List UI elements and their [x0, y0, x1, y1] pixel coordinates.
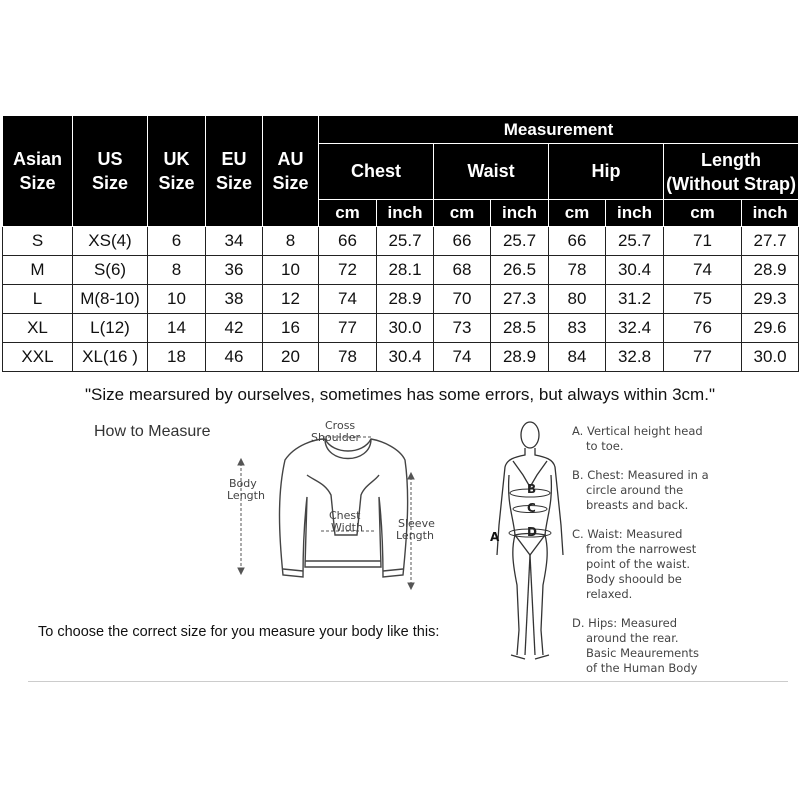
cell-hip-cm: 66	[549, 227, 606, 256]
legend-d: D. Hips: Measured around the rear. Basic Meaurements of the Human Body	[572, 616, 700, 675]
divider	[28, 681, 788, 682]
cell-length-inch: 30.0	[742, 343, 799, 372]
cell-eu: 38	[206, 285, 263, 314]
cell-au: 10	[263, 256, 319, 285]
cell-uk: 6	[148, 227, 206, 256]
cell-uk: 18	[148, 343, 206, 372]
cell-eu: 34	[206, 227, 263, 256]
cell-asian: M	[3, 256, 73, 285]
header-uk-size: UK Size	[148, 116, 206, 227]
cell-chest-cm: 72	[319, 256, 377, 285]
legend-c: C. Waist: Measured from the narrowest point of the waist. Body shoould be relaxed.	[572, 527, 697, 601]
cell-eu: 46	[206, 343, 263, 372]
cross-shoulder-label-1: Cross	[325, 419, 356, 432]
header-au-size: AU Size	[263, 116, 319, 227]
garment-diagram	[225, 415, 450, 600]
cell-hip-cm: 80	[549, 285, 606, 314]
unit-header: cm	[664, 200, 742, 227]
unit-header: cm	[319, 200, 377, 227]
cell-hip-cm: 78	[549, 256, 606, 285]
cell-us: S(6)	[73, 256, 148, 285]
how-to-measure-title: How to Measure	[94, 423, 211, 440]
cell-length-cm: 77	[664, 343, 742, 372]
cell-length-cm: 71	[664, 227, 742, 256]
sleeve-length-label-1: Sleeve	[398, 517, 435, 530]
cell-uk: 10	[148, 285, 206, 314]
header-us-size: US Size	[73, 116, 148, 227]
cell-us: M(8-10)	[73, 285, 148, 314]
cell-waist-inch: 27.3	[491, 285, 549, 314]
cell-waist-cm: 70	[434, 285, 491, 314]
cell-hip-inch: 25.7	[606, 227, 664, 256]
header-asian-size: Asian Size	[3, 116, 73, 227]
header-length: Length (Without Strap)	[664, 144, 799, 200]
cell-waist-inch: 28.9	[491, 343, 549, 372]
size-table	[2, 115, 799, 372]
cell-chest-inch: 25.7	[377, 227, 434, 256]
cell-au: 8	[263, 227, 319, 256]
measurement-disclaimer: "Size mearsured by ourselves, sometimes has some errors, but always within 3cm."	[85, 385, 715, 404]
cell-hip-inch: 32.4	[606, 314, 664, 343]
body-figure	[485, 415, 575, 677]
cell-eu: 42	[206, 314, 263, 343]
cell-waist-inch: 28.5	[491, 314, 549, 343]
cell-au: 12	[263, 285, 319, 314]
cell-hip-inch: 30.4	[606, 256, 664, 285]
unit-header: inch	[606, 200, 664, 227]
header-measurement: Measurement	[319, 116, 799, 144]
cell-waist-inch: 26.5	[491, 256, 549, 285]
header-waist: Waist	[434, 144, 549, 200]
cell-hip-cm: 83	[549, 314, 606, 343]
marker-c: C	[527, 501, 536, 515]
unit-header: cm	[434, 200, 491, 227]
marker-b: B	[527, 482, 537, 496]
cell-hip-inch: 31.2	[606, 285, 664, 314]
cell-length-inch: 29.3	[742, 285, 799, 314]
cell-waist-inch: 25.7	[491, 227, 549, 256]
table-row	[3, 256, 799, 285]
marker-d: D	[527, 525, 537, 539]
body-length-label-2: Length	[227, 489, 265, 502]
cell-length-inch: 27.7	[742, 227, 799, 256]
cell-us: L(12)	[73, 314, 148, 343]
chest-width-label-1: Chest	[329, 509, 361, 522]
cell-chest-cm: 74	[319, 285, 377, 314]
unit-header: inch	[491, 200, 549, 227]
table-row	[3, 314, 799, 343]
cell-hip-cm: 84	[549, 343, 606, 372]
cell-length-cm: 74	[664, 256, 742, 285]
header-hip: Hip	[549, 144, 664, 200]
unit-header: cm	[549, 200, 606, 227]
sweater-outline	[280, 439, 408, 577]
cell-hip-inch: 32.8	[606, 343, 664, 372]
cell-au: 20	[263, 343, 319, 372]
cell-length-inch: 28.9	[742, 256, 799, 285]
cell-chest-inch: 28.9	[377, 285, 434, 314]
cell-asian: L	[3, 285, 73, 314]
table-row	[3, 227, 799, 256]
cell-chest-cm: 78	[319, 343, 377, 372]
body-outline	[497, 422, 563, 659]
cell-waist-cm: 68	[434, 256, 491, 285]
choose-size-instruction: To choose the correct size for you measure your body like this:	[38, 624, 440, 640]
header-chest: Chest	[319, 144, 434, 200]
cell-us: XL(16 )	[73, 343, 148, 372]
cell-uk: 14	[148, 314, 206, 343]
table-row	[3, 285, 799, 314]
measurement-legend	[572, 424, 709, 676]
cell-waist-cm: 66	[434, 227, 491, 256]
chest-width-label-2: Width	[331, 521, 363, 534]
legend-b: B. Chest: Measured in a circle around the breasts and back.	[572, 468, 709, 512]
cell-chest-inch: 30.0	[377, 314, 434, 343]
cell-length-inch: 29.6	[742, 314, 799, 343]
cell-chest-cm: 77	[319, 314, 377, 343]
cell-uk: 8	[148, 256, 206, 285]
unit-header: inch	[742, 200, 799, 227]
cell-chest-cm: 66	[319, 227, 377, 256]
cell-length-cm: 75	[664, 285, 742, 314]
cell-asian: XL	[3, 314, 73, 343]
table-row	[3, 343, 799, 372]
header-eu-size: EU Size	[206, 116, 263, 227]
cell-waist-cm: 73	[434, 314, 491, 343]
cell-asian: XXL	[3, 343, 73, 372]
sleeve-length-label-2: Length	[396, 529, 434, 542]
body-length-label-1: Body	[229, 477, 257, 490]
cell-chest-inch: 28.1	[377, 256, 434, 285]
cross-shoulder-label-2: Shoulder	[311, 431, 360, 444]
cell-length-cm: 76	[664, 314, 742, 343]
legend-a: A. Vertical height head to toe.	[572, 424, 703, 453]
cell-eu: 36	[206, 256, 263, 285]
cell-us: XS(4)	[73, 227, 148, 256]
cell-waist-cm: 74	[434, 343, 491, 372]
unit-header: inch	[377, 200, 434, 227]
marker-a: A	[490, 530, 500, 544]
cell-asian: S	[3, 227, 73, 256]
cell-chest-inch: 30.4	[377, 343, 434, 372]
cell-au: 16	[263, 314, 319, 343]
measure-arrows	[238, 437, 414, 589]
